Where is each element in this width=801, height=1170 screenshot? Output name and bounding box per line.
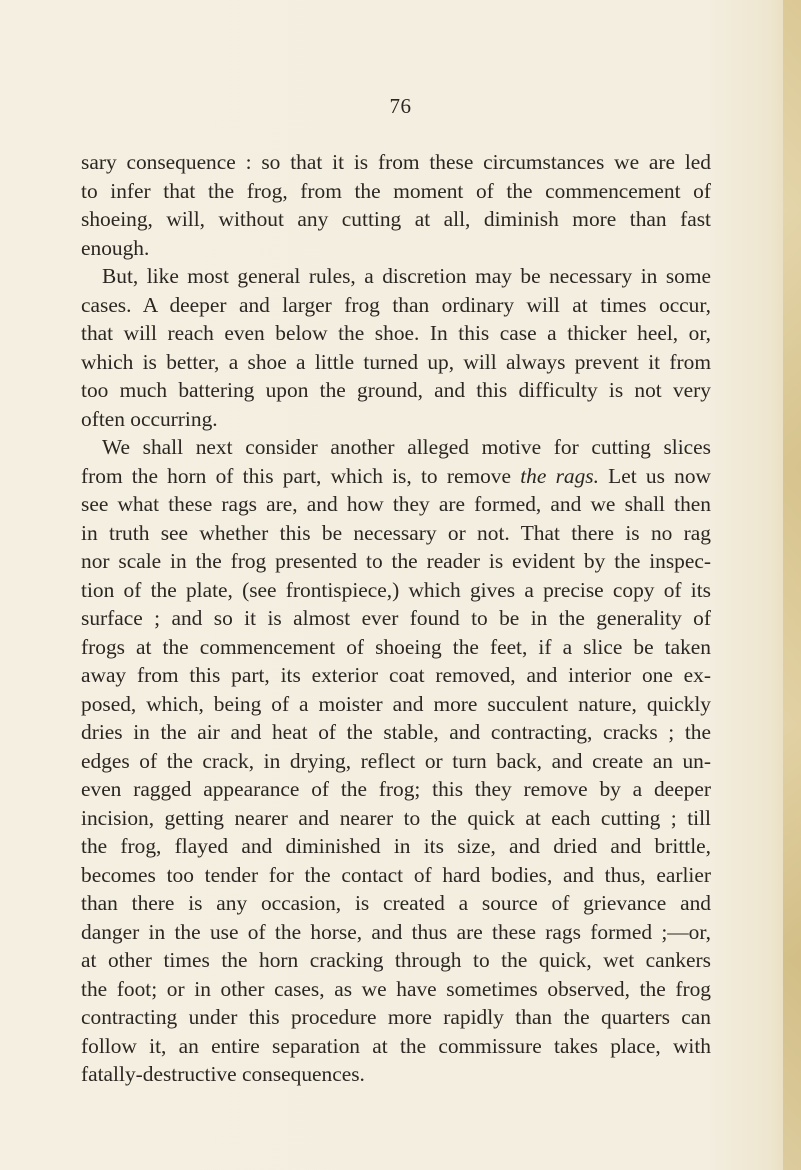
page-number: 76	[389, 94, 412, 118]
text-line: posed, which, being of a moister and more succulent nature, quickly	[81, 691, 711, 716]
paragraph-2	[81, 262, 711, 433]
text-line: We shall next consider another alleged motive for cutting slices	[102, 435, 711, 459]
text-line: shoeing, will, without any cutting at all, diminish more than fast	[81, 207, 711, 231]
text-line: which is better, a shoe a little turned up, will always prevent it from	[81, 349, 711, 374]
text-line: nor scale in the frog presented to the reader is evident by the inspec-	[81, 549, 711, 573]
text-run: Let us now	[598, 463, 711, 488]
body-text	[81, 148, 711, 1089]
text-line: often occurring.	[81, 406, 218, 431]
text-line: than there is any occasion, is created a source of grievance and	[81, 891, 711, 915]
text-line: at other times the horn cracking through to the quick, wet cankers	[81, 948, 711, 972]
text-line: surface ; and so it is almost ever found to be in the generality of	[81, 606, 711, 630]
text-line: But, like most general rules, a discretion may be necessary in some	[102, 264, 711, 288]
text-line: incision, getting nearer and nearer to the quick at each cutting ; till	[81, 805, 711, 830]
italic-phrase: the rags.	[520, 463, 599, 488]
text-line: danger in the use of the horse, and thus are these rags formed ;—or,	[81, 919, 711, 944]
text-line: contracting under this procedure more rapidly than the quarters can	[81, 1005, 711, 1029]
text-line: dries in the air and heat of the stable, and contracting, cracks ; the	[81, 720, 711, 744]
paragraph-1	[81, 148, 711, 262]
text-line: cases. A deeper and larger frog than ordinary will at times occur,	[81, 292, 711, 317]
paragraph-3	[81, 433, 711, 1089]
text-line: that will reach even below the shoe. In this case a thicker heel, or,	[81, 321, 711, 345]
text-run: from the horn of this part, which is, to remove	[81, 463, 521, 488]
text-line: fatally-destructive consequences.	[81, 1062, 365, 1086]
text-line: becomes too tender for the contact of hard bodies, and thus, earlier	[81, 862, 711, 887]
text-line: sary consequence : so that it is from these circumstances we are led	[81, 150, 711, 174]
text-line: follow it, an entire separation at the commissure takes place, with	[81, 1033, 711, 1058]
text-line: the frog, flayed and diminished in its size, and dried and brittle,	[81, 834, 711, 858]
page-edge-discoloration	[783, 0, 801, 1170]
text-line: even ragged appearance of the frog; this they remove by a deeper	[81, 777, 711, 801]
text-line: tion of the plate, (see frontispiece,) which gives a precise copy of its	[81, 577, 711, 602]
text-line: too much battering upon the ground, and this difficulty is not very	[81, 378, 711, 402]
text-line: in truth see whether this be necessary or not. That there is no rag	[81, 520, 711, 545]
text-line: edges of the crack, in drying, reflect or turn back, and create an un-	[81, 748, 711, 773]
text-line: see what these rags are, and how they are formed, and we shall then	[81, 492, 711, 516]
text-line: enough.	[81, 235, 150, 260]
text-line: to infer that the frog, from the moment of the commencement of	[81, 178, 711, 203]
text-line-with-italic	[81, 462, 711, 491]
text-line: frogs at the commencement of shoeing the feet, if a slice be taken	[81, 634, 711, 659]
text-line: the foot; or in other cases, as we have sometimes observed, the frog	[81, 976, 711, 1001]
text-line: away from this part, its exterior coat removed, and interior one ex-	[81, 663, 711, 687]
